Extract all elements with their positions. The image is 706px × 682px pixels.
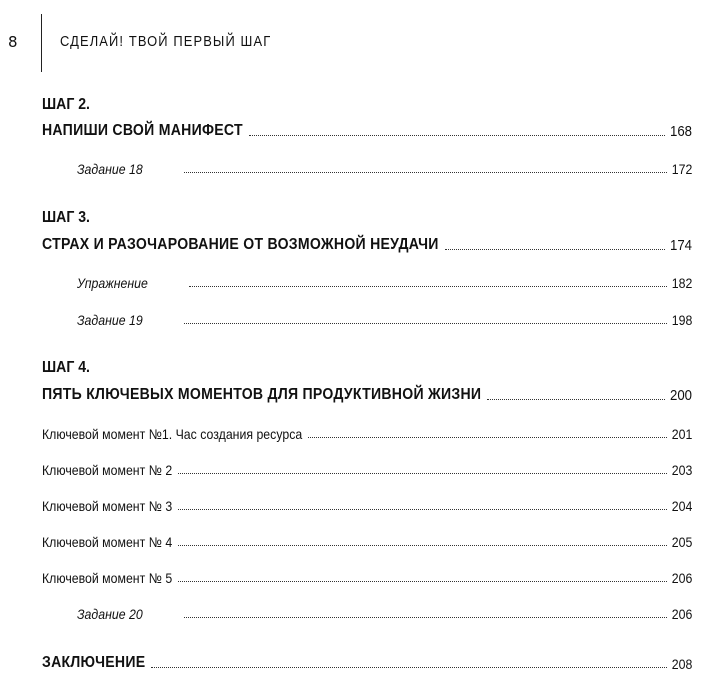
dot-leader <box>178 544 666 546</box>
page-ref: 168 <box>669 123 692 140</box>
task-title: Задание 19 <box>77 312 143 328</box>
page-ref: 205 <box>671 534 692 550</box>
toc-entry-key-moment-5[interactable] <box>42 566 692 586</box>
page-ref: 206 <box>671 570 692 586</box>
toc-entry-exercise[interactable] <box>42 271 692 291</box>
dot-leader <box>189 285 667 287</box>
toc-entry-key-moment-1[interactable] <box>42 422 692 442</box>
chapter-title: СТРАХ И РАЗОЧАРОВАНИЕ ОТ ВОЗМОЖНОЙ НЕУДАЧИ <box>42 236 439 253</box>
conclusion-title: ЗАКЛЮЧЕНИЕ <box>42 654 146 671</box>
dot-leader <box>249 134 665 136</box>
page-ref: 203 <box>671 462 692 478</box>
step-2-label: ШАГ 2. <box>42 96 90 113</box>
chapter-title: ПЯТЬ КЛЮЧЕВЫХ МОМЕНТОВ ДЛЯ ПРОДУКТИВНОЙ ЖИЗНИ <box>42 386 482 403</box>
dot-leader <box>184 171 667 173</box>
dot-leader <box>178 580 666 582</box>
page-ref: 198 <box>671 312 692 328</box>
page-ref: 201 <box>671 426 692 442</box>
toc-entry-chapter-step-2[interactable] <box>42 120 692 140</box>
toc-entry-conclusion[interactable] <box>42 652 692 672</box>
toc-entry-key-moment-3[interactable] <box>42 494 692 514</box>
dot-leader <box>487 398 665 400</box>
running-title: СДЕЛАЙ! ТВОЙ ПЕРВЫЙ ШАГ <box>60 33 272 50</box>
dot-leader <box>184 616 667 618</box>
dot-leader <box>184 322 667 324</box>
dot-leader <box>308 436 666 438</box>
toc-entry-task-18[interactable] <box>42 157 692 177</box>
step-3-label: ШАГ 3. <box>42 209 90 226</box>
task-title: Задание 20 <box>77 606 143 622</box>
page-ref: 200 <box>669 387 692 404</box>
moment-title: Ключевой момент № 3 <box>42 498 173 514</box>
dot-leader <box>178 508 666 510</box>
header-divider <box>41 14 42 72</box>
moment-title: Ключевой момент № 4 <box>42 534 173 550</box>
moment-title: Ключевой момент № 2 <box>42 462 173 478</box>
toc-entry-key-moment-2[interactable] <box>42 458 692 478</box>
toc-entry-chapter-step-4[interactable] <box>42 384 692 404</box>
page-ref: 208 <box>671 656 692 672</box>
page-ref: 172 <box>671 161 692 177</box>
moment-title: Ключевой момент №1. Час создания ресурса <box>42 426 303 442</box>
toc-entry-chapter-step-3[interactable] <box>42 234 692 254</box>
page-ref: 206 <box>671 606 692 622</box>
task-title: Упражнение <box>77 275 148 291</box>
step-4-label: ШАГ 4. <box>42 359 90 376</box>
task-title: Задание 18 <box>77 161 143 177</box>
dot-leader <box>151 666 666 668</box>
toc-entry-task-19[interactable] <box>42 308 692 328</box>
dot-leader <box>445 248 665 250</box>
chapter-title: НАПИШИ СВОЙ МАНИФЕСТ <box>42 122 243 139</box>
page-ref: 174 <box>669 237 692 254</box>
page-ref: 204 <box>671 498 692 514</box>
moment-title: Ключевой момент № 5 <box>42 570 173 586</box>
toc-entry-key-moment-4[interactable] <box>42 530 692 550</box>
toc-entry-task-20[interactable] <box>42 602 692 622</box>
page-ref: 182 <box>671 275 692 291</box>
dot-leader <box>178 472 666 474</box>
page-number: 8 <box>8 33 18 51</box>
